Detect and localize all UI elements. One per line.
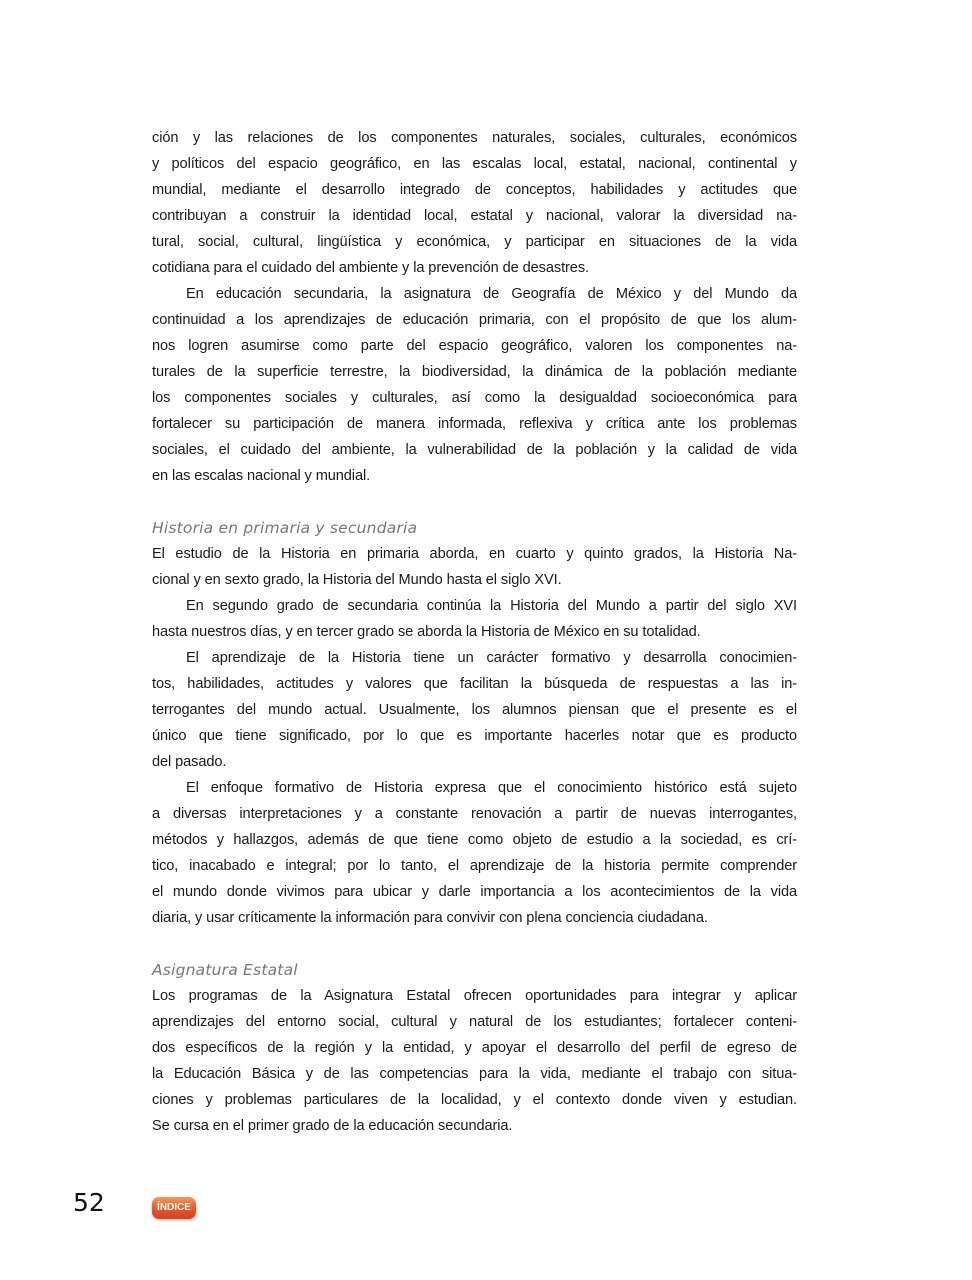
paragraph	[152, 541, 797, 593]
page-number: 52	[73, 1188, 105, 1217]
paragraph	[152, 125, 797, 281]
paragraph	[152, 593, 797, 645]
section-gap	[152, 931, 797, 957]
text-line: fortalecer su participación de manera informada, reflexiva y crítica ante los problemas	[152, 416, 797, 432]
text-line: los componentes sociales y culturales, así como la desigualdad socioeconómica para	[152, 390, 797, 406]
page-body	[152, 125, 797, 1139]
text-line: sociales, el cuidado del ambiente, la vulnerabilidad de la población y la calidad de vida	[152, 442, 797, 458]
text-line: terrogantes del mundo actual. Usualmente, los alumnos piensan que el presente es el	[152, 702, 797, 718]
text-line: contribuyan a construir la identidad local, estatal y nacional, valorar la diversidad na-	[152, 208, 797, 224]
text-line: hasta nuestros días, y en tercer grado se aborda la Historia de México en su totalidad.	[152, 624, 701, 640]
paragraph	[152, 645, 797, 775]
text-line: el mundo donde vivimos para ubicar y darle importancia a los acontecimientos de la vida	[152, 884, 797, 900]
text-line: Los programas de la Asignatura Estatal ofrecen oportunidades para integrar y aplicar	[152, 988, 797, 1004]
index-button[interactable]: ÍNDICE	[152, 1197, 196, 1219]
text-line: El enfoque formativo de Historia expresa que el conocimiento histórico está sujeto	[186, 780, 797, 796]
text-line: diaria, y usar críticamente la información para convivir con plena conciencia ciudadana.	[152, 910, 708, 926]
text-line: dos específicos de la región y la entidad, y apoyar el desarrollo del perfil de egreso de	[152, 1040, 797, 1056]
text-line: tico, inacabado e integral; por lo tanto, el aprendizaje de la historia permite comprender	[152, 858, 797, 874]
text-line: En segundo grado de secundaria continúa la Historia del Mundo a partir del siglo XVI	[186, 598, 797, 614]
text-line: tural, social, cultural, lingüística y económica, y participar en situaciones de la vida	[152, 234, 797, 250]
text-line: cotidiana para el cuidado del ambiente y la prevención de desastres.	[152, 260, 589, 276]
section-gap	[152, 489, 797, 515]
text-line: único que tiene significado, por lo que es importante hacerles notar que es producto	[152, 728, 797, 744]
text-line: y políticos del espacio geográfico, en las escalas local, estatal, nacional, continental y	[152, 156, 797, 172]
text-line: del pasado.	[152, 754, 227, 770]
section-heading: Historia en primaria y secundaria	[152, 519, 418, 537]
text-line: El estudio de la Historia en primaria aborda, en cuarto y quinto grados, la Historia Na-	[152, 546, 797, 562]
paragraph	[152, 281, 797, 489]
section-heading: Asignatura Estatal	[152, 961, 298, 979]
paragraph	[152, 775, 797, 931]
text-line: nos logren asumirse como parte del espacio geográfico, valoren los componentes na-	[152, 338, 797, 354]
text-line: la Educación Básica y de las competencias para la vida, mediante el trabajo con situa-	[152, 1066, 797, 1082]
text-line: mundial, mediante el desarrollo integrado de conceptos, habilidades y actitudes que	[152, 182, 797, 198]
text-line: continuidad a los aprendizajes de educación primaria, con el propósito de que los alum-	[152, 312, 797, 328]
paragraph	[152, 983, 797, 1139]
text-line: ciones y problemas particulares de la localidad, y el contexto donde viven y estudian.	[152, 1092, 797, 1108]
text-line: métodos y hallazgos, además de que tiene como objeto de estudio a la sociedad, es crí-	[152, 832, 797, 848]
text-line: tos, habilidades, actitudes y valores que facilitan la búsqueda de respuestas a las in-	[152, 676, 797, 692]
text-line: a diversas interpretaciones y a constante renovación a partir de nuevas interrogantes,	[152, 806, 797, 822]
text-line: aprendizajes del entorno social, cultural y natural de los estudiantes; fortalecer conteni-	[152, 1014, 797, 1030]
text-line: en las escalas nacional y mundial.	[152, 468, 371, 484]
text-line: En educación secundaria, la asignatura de Geografía de México y del Mundo da	[186, 286, 797, 302]
text-line: turales de la superficie terrestre, la biodiversidad, la dinámica de la población mediante	[152, 364, 797, 380]
text-line: cional y en sexto grado, la Historia del Mundo hasta el siglo XVI.	[152, 572, 562, 588]
text-line: ción y las relaciones de los componentes naturales, sociales, culturales, económicos	[152, 130, 797, 146]
text-line: Se cursa en el primer grado de la educación secundaria.	[152, 1118, 513, 1134]
text-line: El aprendizaje de la Historia tiene un carácter formativo y desarrolla conocimien-	[186, 650, 797, 666]
